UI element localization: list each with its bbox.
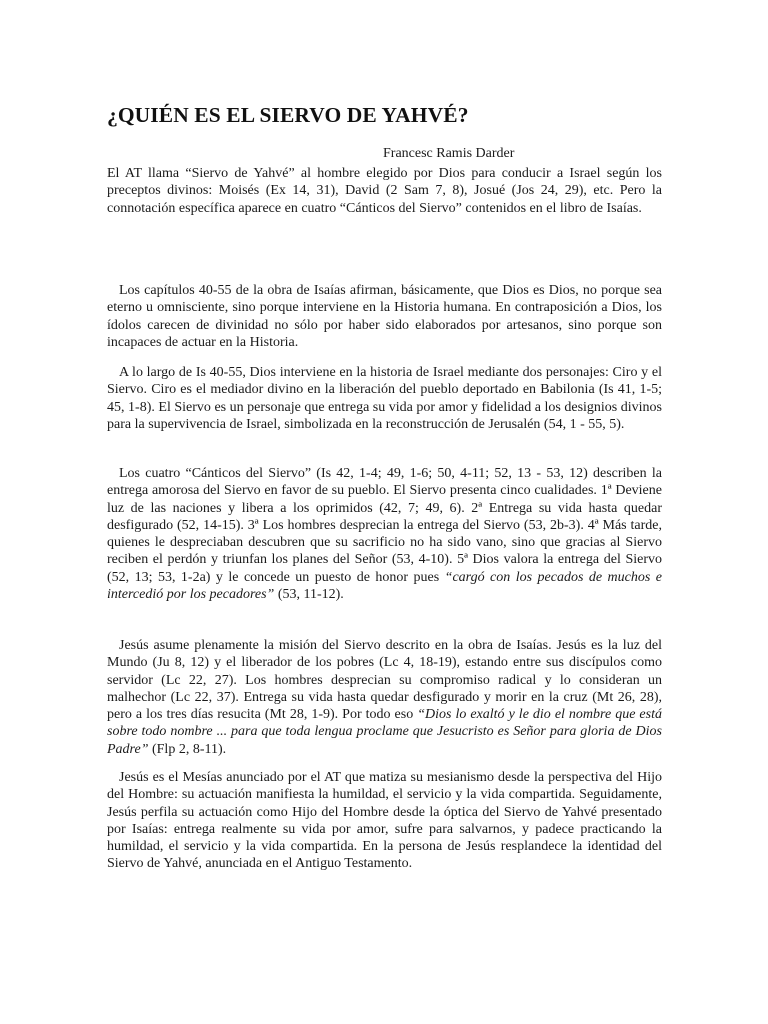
paragraph-intro: El AT llama “Siervo de Yahvé” al hombre elegido por Dios para conducir a Israel según los preceptos divinos: Moisés (Ex 14, 31), David (2 Sam 7, 8), Josué (Jos 24, 29), etc. Pero la connotación específica aparece en cuatro “Cánticos del Siervo” contenidos en el libro de Isaías. (107, 166, 662, 216)
paragraph-jesus-mision-quote: “Dios lo exaltó y le dio el nombre que está sobre todo nombre ... para que toda lengua proclame que Jesucristo es Señor para gloria de Dios Padre” (107, 707, 662, 757)
paragraph-canticos-quote: “cargó con los pecados de muchos e intercedió por los pecadores” (107, 569, 662, 603)
paragraph-canticos (107, 465, 662, 603)
paragraph-isaias-chapters: Los capítulos 40-55 de la obra de Isaías afirman, básicamente, que Dios es Dios, no porque sea eterno u omnisciente, sino porque interviene en la Historia humana. En contraposición a Dios, los ídolos carecen de divinidad no sólo por haber sido elaborados por artesanos, sino porque son incapaces de actuar en la Historia. (107, 283, 662, 350)
author-name: Francesc Ramis Darder (383, 146, 515, 161)
paragraph-jesus-mision-reference: (Flp 2, 8-11). (148, 741, 227, 757)
paragraph-canticos-reference: (53, 11-12). (274, 587, 344, 603)
paragraph-canticos-text: Los cuatro “Cánticos del Siervo” (Is 42, 1-4; 49, 1-6; 50, 4-11; 52, 13 - 53, 12) describen la entrega amorosa del Siervo en favor de su pueblo. El Siervo presenta cinco cualidades. 1ª Deviene luz de las naciones y libera a los oprimidos (42, 7; 49, 6). 2ª Entrega su vida hasta quedar desfigurado (52, 14-15). 3ª Los hombres desprecian la entrega del Siervo (53, 2b-3). 4ª Más tarde, quienes le despreciaban descubren que su sacrificio no ha sido vano, sino que gracias al Siervo reciben el perdón y triunfan los planes del Señor (53, 4-10). 5ª Dios valora la entrega del Siervo (52, 13; 53, 1-2a) y le concede un puesto de honor pues (107, 466, 662, 585)
page-title: ¿QUIÉN ES EL SIERVO DE YAHVÉ? (107, 103, 469, 127)
paragraph-jesus-mision-text: Jesús asume plenamente la misión del Siervo descrito en la obra de Isaías. Jesús es la luz del Mundo (Ju 8, 12) y el liberador de los pobres (Lc 4, 18-19), estando entre sus discípulos como servidor (Lc 22, 27). Los hombres desprecian su compromiso radical y lo consideran un malhechor (Lc 22, 37). Entrega su vida hasta quedar desfigurado y morir en la cruz (Mt 26, 28), pero a los tres días resucita (Mt 28, 1-9). Por todo eso (107, 638, 662, 723)
paragraph-jesus-mision (107, 637, 662, 758)
paragraph-ciro-siervo: A lo largo de Is 40-55, Dios interviene en la historia de Israel mediante dos personajes: Ciro y el Siervo. Ciro es el mediador divino en la liberación del pueblo deportado en Babilonia (Is 41, 1-5; 45, 1-8). El Siervo es un personaje que entrega su vida por amor y fidelidad a los designios divinos para la supervivencia de Israel, simbolizada en la reconstrucción de Jerusalén (54, 1 - 55, 5). (107, 365, 662, 432)
paragraph-mesias: Jesús es el Mesías anunciado por el AT que matiza su mesianismo desde la perspectiva del Hijo del Hombre: su actuación manifiesta la humildad, el servicio y la vida compartida. Seguidamente, Jesús perfila su actuación como Hijo del Hombre desde la óptica del Siervo de Yahvé presentado por Isaías: entrega realmente su vida por amor, sufre para salvarnos, y padece practicando la humildad, el servicio y la vida compartida. En la persona de Jesús resplandece la identidad del Siervo de Yahvé, anunciada en el Antiguo Testamento. (107, 770, 662, 872)
